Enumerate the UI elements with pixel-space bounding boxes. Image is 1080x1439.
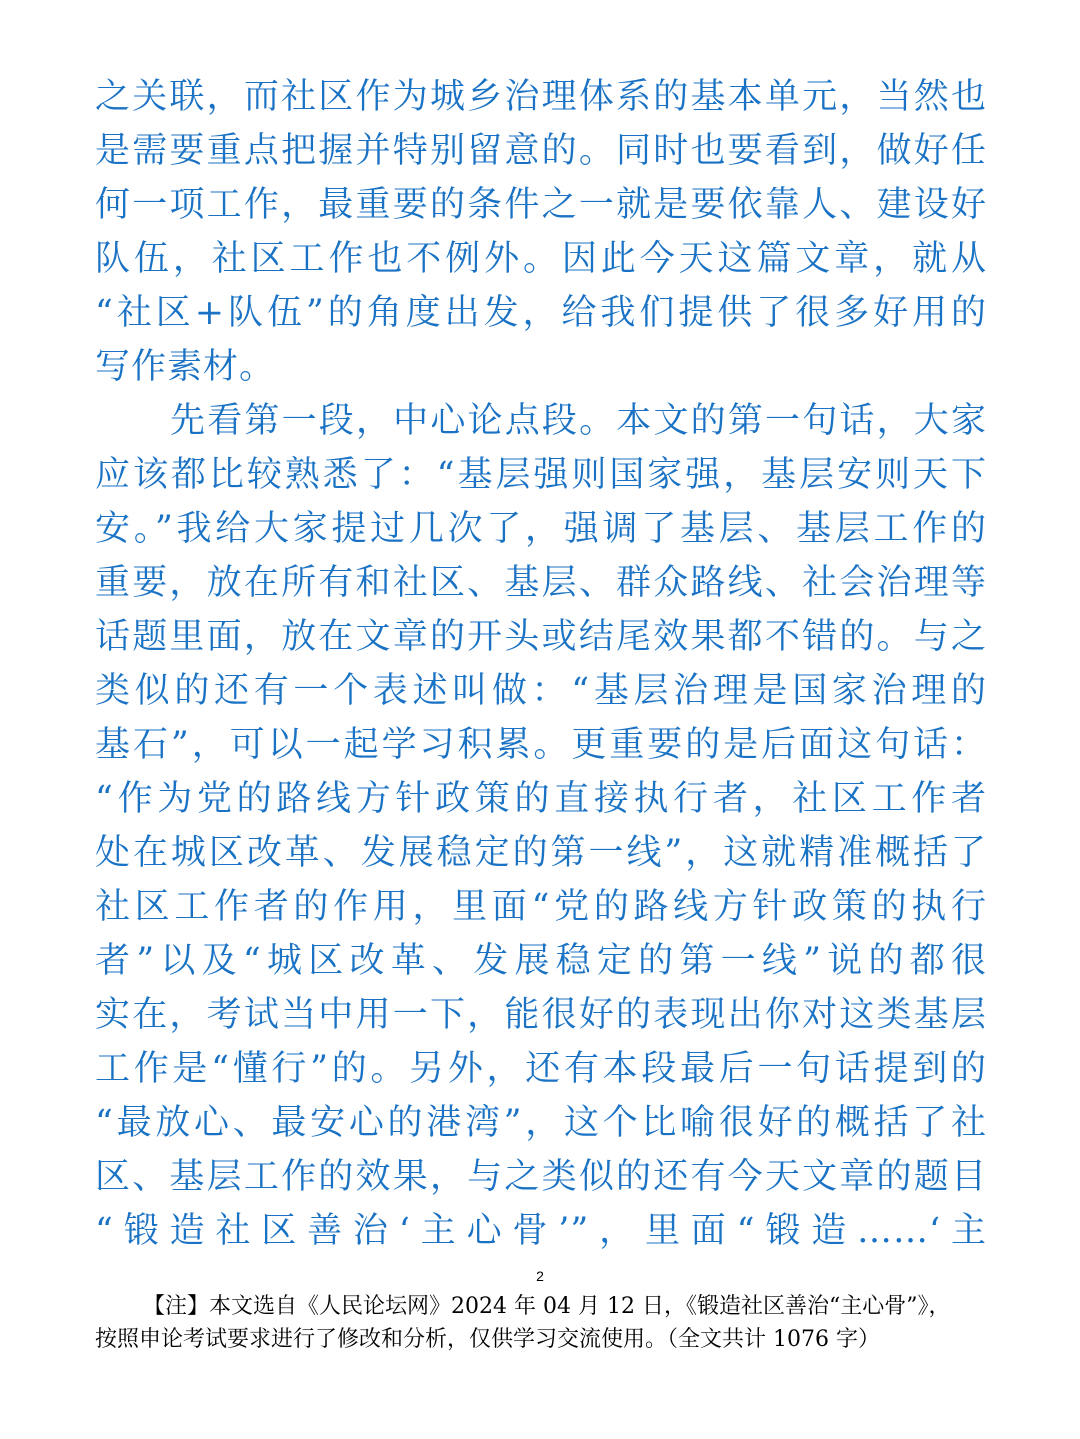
- body-line: 处在城区改革、发展稳定的第一线”，这就精准概括了: [95, 833, 987, 873]
- body-line: “社区+队伍”的角度出发，给我们提供了很多好用的: [95, 293, 987, 333]
- body-line-paragraph-start: 先看第一段，中心论点段。本文的第一句话，大家: [170, 401, 987, 441]
- footnote-line: 按照申论考试要求进行了修改和分析，仅供学习交流使用。（全文共计 1076 字）: [95, 1327, 880, 1352]
- body-line: 类似的还有一个表述叫做：“基层治理是国家治理的: [95, 671, 987, 711]
- body-line: 安。”我给大家提过几次了，强调了基层、基层工作的: [95, 509, 987, 549]
- body-line: 基石”，可以一起学习积累。更重要的是后面这句话：: [95, 725, 987, 765]
- body-line: 之关联，而社区作为城乡治理体系的基本单元，当然也: [95, 77, 987, 117]
- body-line: “最放心、最安心的港湾”，这个比喻很好的概括了社: [95, 1103, 987, 1143]
- body-line: 实在，考试当中用一下，能很好的表现出你对这类基层: [95, 995, 987, 1035]
- body-line: 者”以及“城区改革、发展稳定的第一线”说的都很: [95, 941, 987, 981]
- body-line: 写作素材。: [95, 347, 276, 387]
- body-line: 队伍，社区工作也不例外。因此今天这篇文章，就从: [95, 239, 987, 279]
- footnote-line: 【注】本文选自《人民论坛网》2024 年 04 月 12 日，《锻造社区善治“主心骨”》，: [143, 1294, 951, 1319]
- body-line: 何一项工作，最重要的条件之一就是要依靠人、建设好: [95, 185, 987, 225]
- body-line: 区、基层工作的效果，与之类似的还有今天文章的题目: [95, 1157, 987, 1197]
- body-line: “作为党的路线方针政策的直接执行者，社区工作者: [95, 779, 987, 819]
- body-line: 重要，放在所有和社区、基层、群众路线、社会治理等: [95, 563, 987, 603]
- body-line: 工作是“懂行”的。另外，还有本段最后一句话提到的: [95, 1049, 987, 1089]
- body-line: “锻造社区善治‘主心骨’”，里面“锻造……‘主: [95, 1211, 987, 1251]
- article-body: [95, 70, 987, 1258]
- body-line: 话题里面，放在文章的开头或结尾效果都不错的。与之: [95, 617, 987, 657]
- body-line: 是需要重点把握并特别留意的。同时也要看到，做好任: [95, 131, 987, 171]
- body-line: 应该都比较熟悉了：“基层强则国家强，基层安则天下: [95, 455, 987, 495]
- body-line: 社区工作者的作用，里面“党的路线方针政策的执行: [95, 887, 987, 927]
- page-number: 2: [536, 1268, 544, 1284]
- footnote: [95, 1290, 987, 1356]
